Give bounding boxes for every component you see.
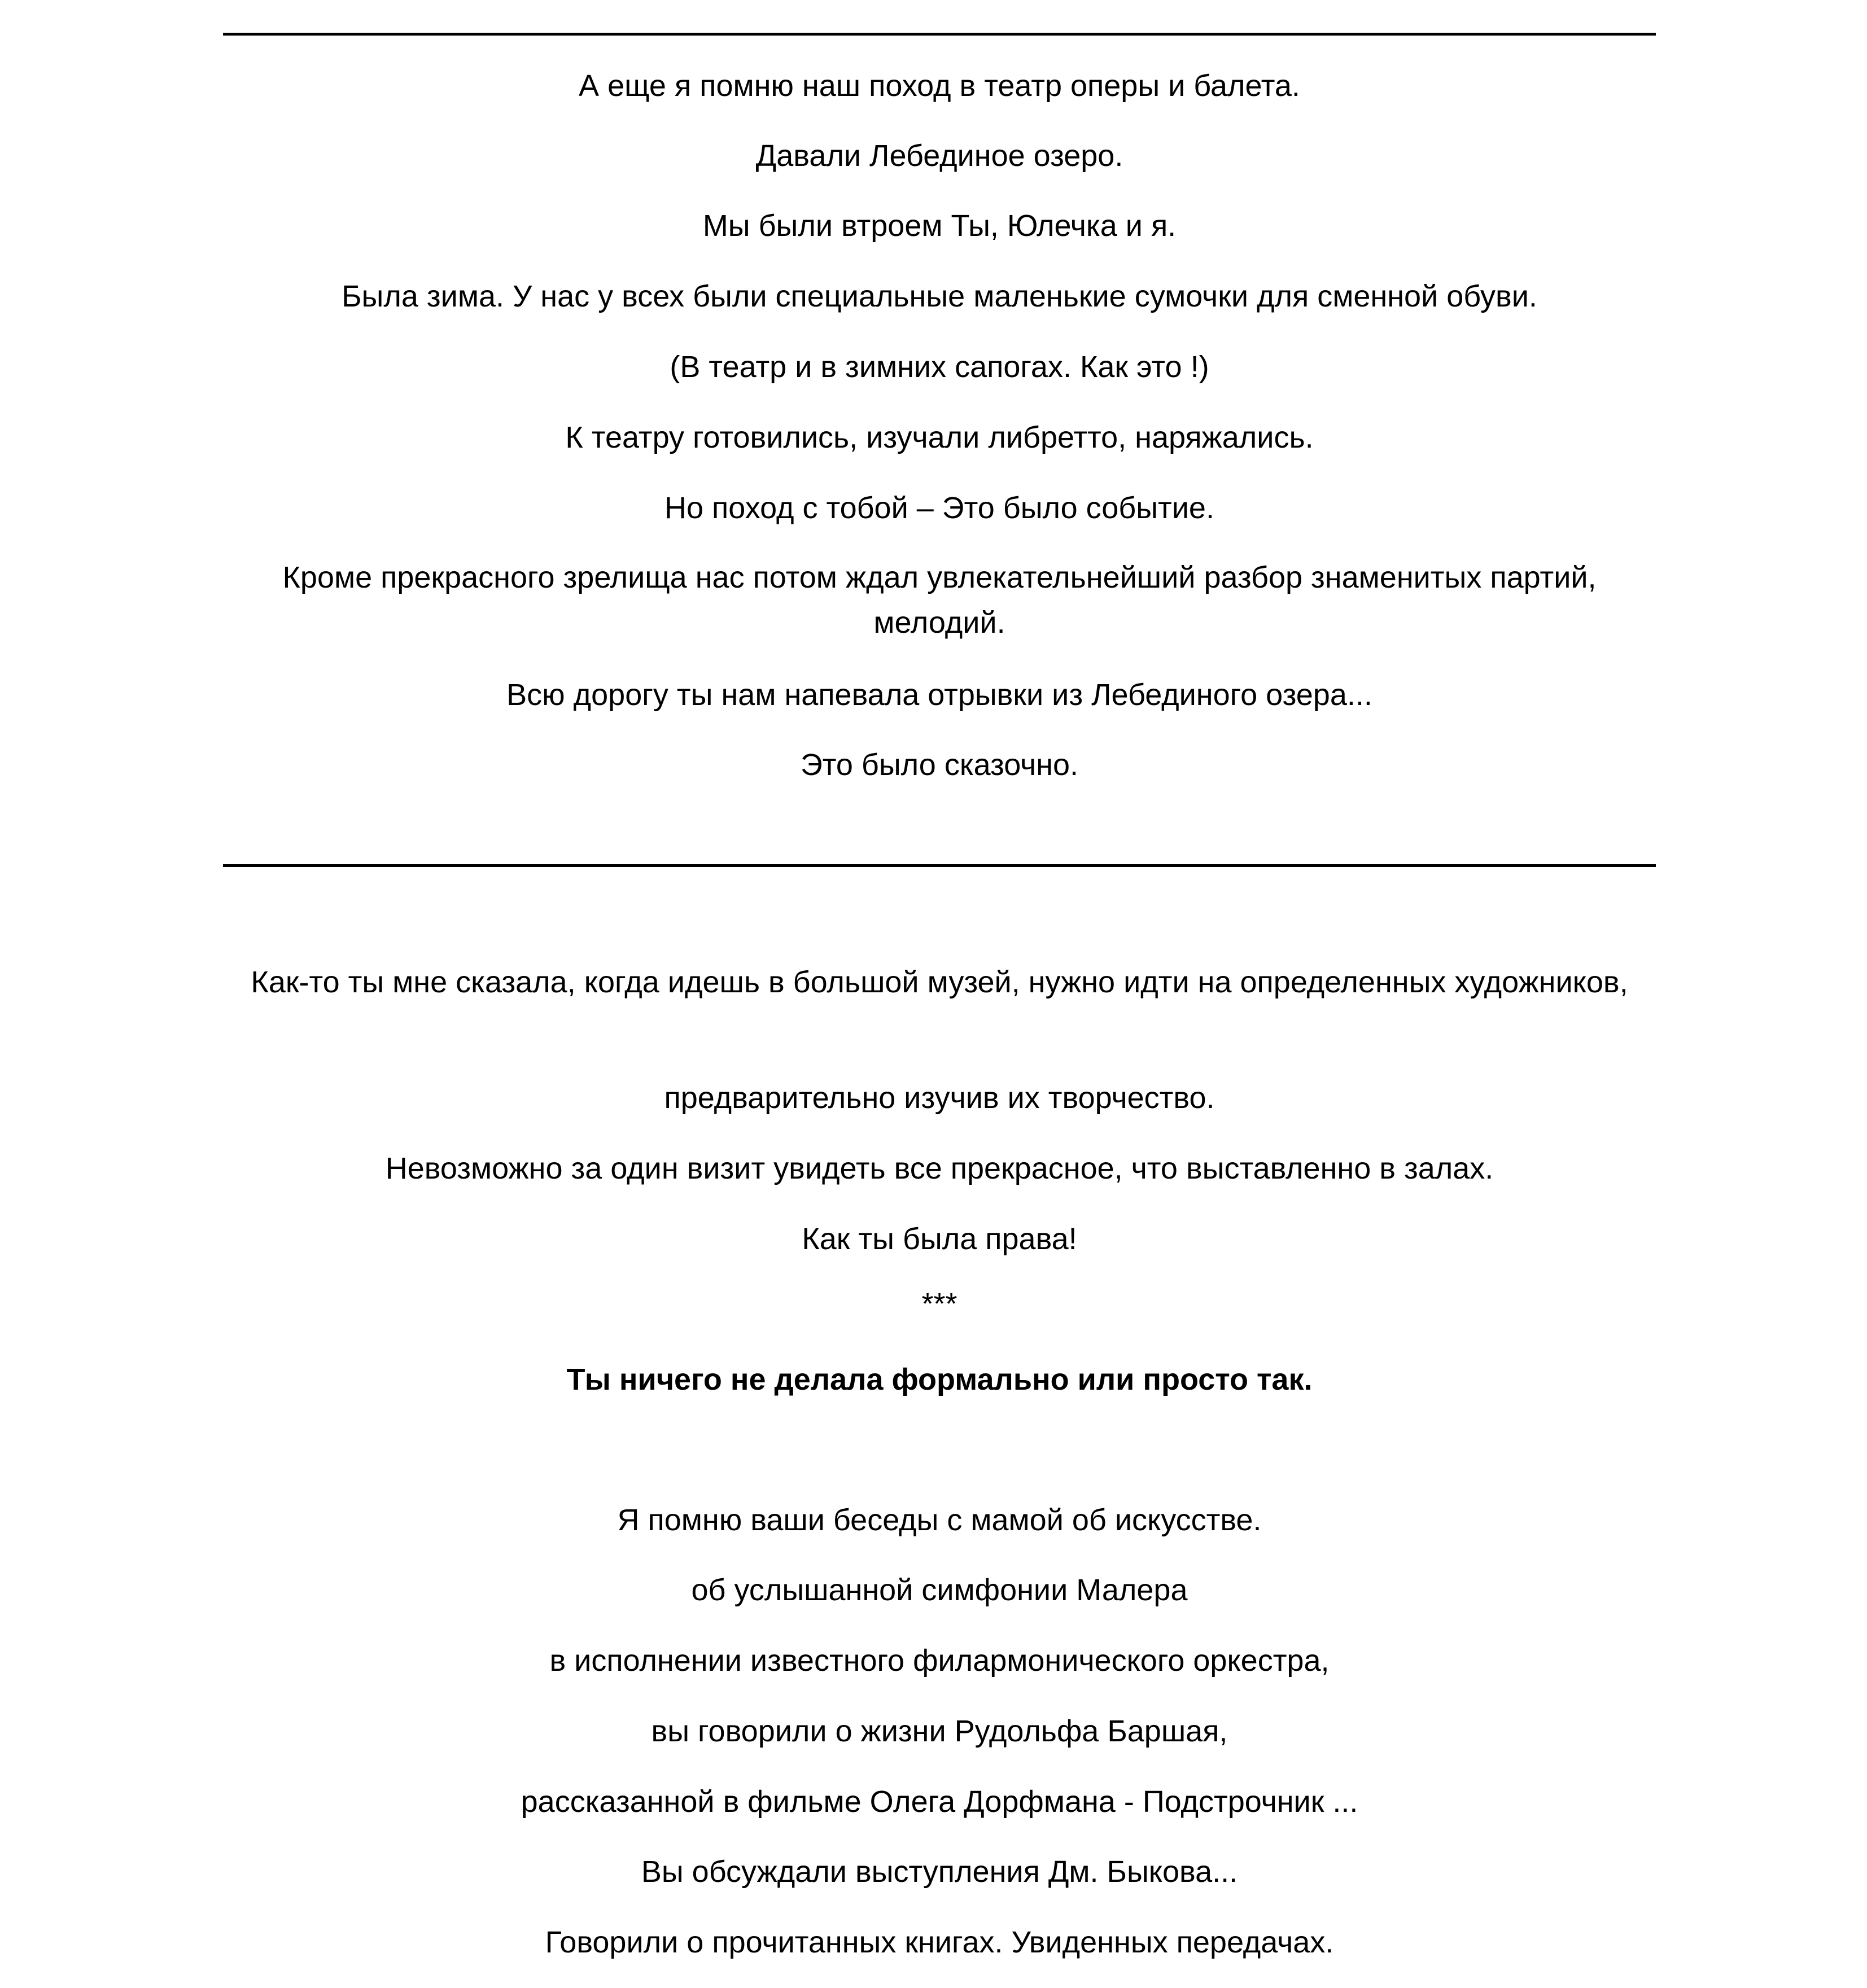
paragraph-conversations: Я помню ваши беседы с мамой об искусстве. — [617, 1503, 1262, 1537]
paragraph-books: Говорили о прочитанных книгах. Увиденных передачах. — [545, 1925, 1334, 1959]
paragraph-analysis: Кроме прекрасного зрелища нас потом ждал увлекательнейший разбор знаменитых партий, мелодий. — [282, 561, 1597, 640]
paragraph-three-of-us: Мы были втроем Ты, Юлечка и я. — [702, 209, 1177, 243]
paragraph-theatre-visit: А еще я помню наш поход в театр оперы и балета. — [579, 69, 1300, 103]
paragraph-bykov: Вы обсуждали выступления Дм. Быкова... — [641, 1855, 1238, 1889]
paragraph-singing: Всю дорогу ты нам напевала отрывки из Лебединого озера... — [506, 678, 1372, 712]
paragraph-winter-boots: (В театр и в зимних сапогах. Как это !) — [670, 350, 1209, 384]
paragraph-event: Но поход с тобой – Это было событие. — [664, 491, 1214, 525]
paragraph-fairytale: Это было сказочно. — [800, 748, 1079, 782]
horizontal-rule-top — [223, 33, 1656, 36]
paragraph-museum-advice: Как-то ты мне сказала, когда идешь в большой музей, нужно идти на определенных художников, — [251, 965, 1628, 999]
paragraph-barshai: вы говорили о жизни Рудольфа Баршая, — [651, 1714, 1228, 1748]
paragraph-bold-statement: Ты ничего не делала формально или просто так. — [566, 1363, 1313, 1396]
paragraph-mahler: об услышанной симфонии Малера — [691, 1573, 1188, 1607]
paragraph-study-first: предварительно изучив их творчество. — [664, 1081, 1215, 1115]
paragraph-preparation: К театру готовились, изучали либретто, наряжались. — [565, 421, 1314, 454]
paragraph-film: рассказанной в фильме Олега Дорфмана - Подстрочник ... — [521, 1785, 1358, 1819]
section-separator-asterisks: *** — [921, 1287, 957, 1321]
paragraph-orchestra: в исполнении известного филармонического оркестра, — [549, 1644, 1330, 1678]
paragraph-impossible: Невозможно за один визит увидеть все прекрасное, что выставленно в залах. — [385, 1151, 1494, 1185]
paragraph-winter-bags: Была зима. У нас у всех были специальные маленькие сумочки для сменной обуви. — [342, 279, 1537, 313]
paragraph-you-were-right: Как ты была права! — [802, 1222, 1077, 1256]
horizontal-rule-middle — [223, 864, 1656, 867]
paragraph-swan-lake: Давали Лебединое озеро. — [755, 139, 1123, 173]
